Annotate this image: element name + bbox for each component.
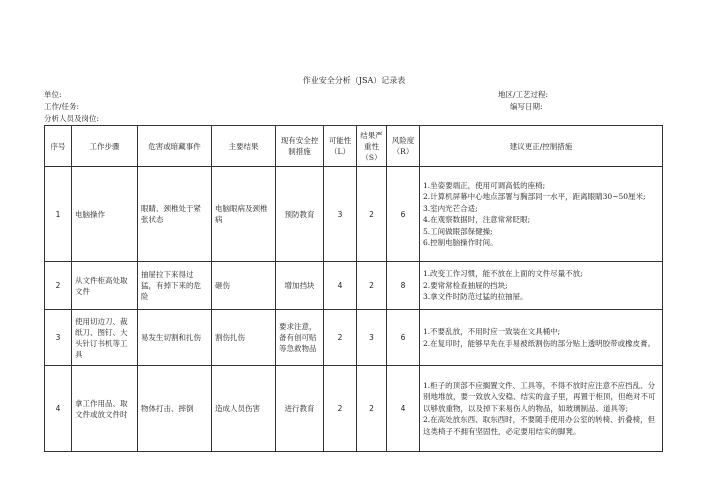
- col-likelihood-header: 可能性（L）: [324, 126, 357, 167]
- col-consequence-header: 主要结果: [212, 126, 276, 167]
- table-header-row: [45, 126, 663, 167]
- row-step: 使用切边刀、裁纸刀、图钉、大头针订书机等工具: [72, 310, 138, 366]
- row-likelihood: 2: [324, 310, 357, 366]
- col-hazard-header: 危害或暗藏事件: [138, 126, 212, 167]
- region-label: 地区/工艺过程:: [498, 90, 549, 99]
- row-hazard: 抽屉拉下来得过猛，有掉下来的危险: [138, 262, 212, 310]
- row-likelihood: 4: [324, 262, 357, 310]
- col-step-header: 工作步骤: [72, 126, 138, 167]
- row-measures: [420, 167, 663, 262]
- row-severity: 2: [357, 366, 387, 452]
- row-likelihood: 3: [324, 167, 357, 262]
- table-row: [45, 262, 663, 310]
- row-consequence: 砸伤: [212, 262, 276, 310]
- col-seq-header: 序号: [45, 126, 72, 167]
- measure-item: 5.工间做眼部保健操;: [423, 226, 493, 236]
- row-likelihood: 2: [324, 366, 357, 452]
- row-controls: 预防教育: [276, 167, 324, 262]
- measure-item: 1.不要乱放，不用时应一致装在文具桶中;: [423, 327, 561, 336]
- document-title: 作业安全分析（JSA）记录表: [302, 76, 406, 85]
- row-consequence: 电脑眼病及颈椎病: [212, 167, 276, 262]
- col-controls-header: 现有安全控制措施: [276, 126, 324, 167]
- measure-item: 1.改变工作习惯，能不放在上面的文件尽量不放;: [423, 269, 583, 279]
- jsa-table: [44, 125, 663, 452]
- work-task-label: 工作/任务:: [44, 102, 80, 111]
- measure-item: 1.坐姿要端正，使用可调高低的座椅;: [423, 180, 546, 190]
- table-row: [45, 167, 663, 262]
- row-seq: 2: [45, 262, 72, 310]
- table-row: [45, 310, 663, 366]
- row-consequence: 割伤扎伤: [212, 310, 276, 366]
- row-consequence: 造成人员伤害: [212, 366, 276, 452]
- row-hazard: 物体打击、摔倒: [138, 366, 212, 452]
- measure-item: 3.拿文件时防范过猛的拉抽屉。: [423, 292, 528, 302]
- analysts-label: 分析人员及岗位:: [44, 114, 100, 123]
- row-severity: 3: [357, 310, 387, 366]
- code-date-label: 编写日期:: [510, 102, 543, 111]
- row-risk: 8: [387, 262, 420, 310]
- measure-item: 3.室内光芒合适;: [423, 203, 478, 213]
- col-severity-header: 结果严重性（S）: [357, 126, 387, 167]
- col-risk-header: 风险度（R）: [387, 126, 420, 167]
- row-hazard: 易发生切割和扎伤: [138, 310, 212, 366]
- row-controls: 进行教育: [276, 366, 324, 452]
- measure-item: 2.要常常检查抽屉的挡块;: [423, 280, 508, 290]
- row-step: 拿工作用品、取文件或放文件时: [72, 366, 138, 452]
- row-hazard: 眼睛、颈椎处于紧张状态: [138, 167, 212, 262]
- measure-item: 2.在高处放东西、取东西时，不要随手使用办公室的转椅、折叠椅，但这类椅子不拥有坚固性，必定要用结实的脚凳。: [423, 415, 656, 436]
- row-measures: [420, 310, 663, 366]
- col-measures-header: 建议更正/控制措施: [420, 126, 663, 167]
- row-measures: [420, 366, 663, 452]
- row-seq: 3: [45, 310, 72, 366]
- table-row: [45, 366, 663, 452]
- row-controls: 要求注意，备有创可贴等急救物品: [276, 310, 324, 366]
- row-step: 从文件柜高处取文件: [72, 262, 138, 310]
- measure-item: 6.控制电脑操作时间。: [423, 238, 498, 247]
- measure-item: 1.柜子的顶部不应搁置文件、工具等，不得不放时应注意不应挡乱、分别地堆放，要一致放入安稳、结实的盒子里，再置于柜顶，但绝对不可以够放重物，以及掉下来易伤人的物品，如玻璃制品、道具等;: [423, 380, 656, 413]
- row-seq: 1: [45, 167, 72, 262]
- measure-item: 2.在复印时，能够早先在手易被纸割伤的部分贴上透明胶带或橡皮膏。: [423, 338, 656, 348]
- measure-item: 2.计算机屏幕中心地点部署与胸部同一水平，距离眼睛30~50厘米;: [423, 192, 646, 201]
- row-measures: [420, 262, 663, 310]
- row-risk: 4: [387, 366, 420, 452]
- row-controls: 增加挡块: [276, 262, 324, 310]
- row-risk: 6: [387, 310, 420, 366]
- row-seq: 4: [45, 366, 72, 452]
- row-severity: 2: [357, 167, 387, 262]
- row-step: 电脑操作: [72, 167, 138, 262]
- row-risk: 6: [387, 167, 420, 262]
- measure-item: 4.在观察数据时，注意常常眨眼;: [423, 215, 531, 224]
- row-severity: 2: [357, 262, 387, 310]
- unit-label: 单位:: [44, 90, 62, 99]
